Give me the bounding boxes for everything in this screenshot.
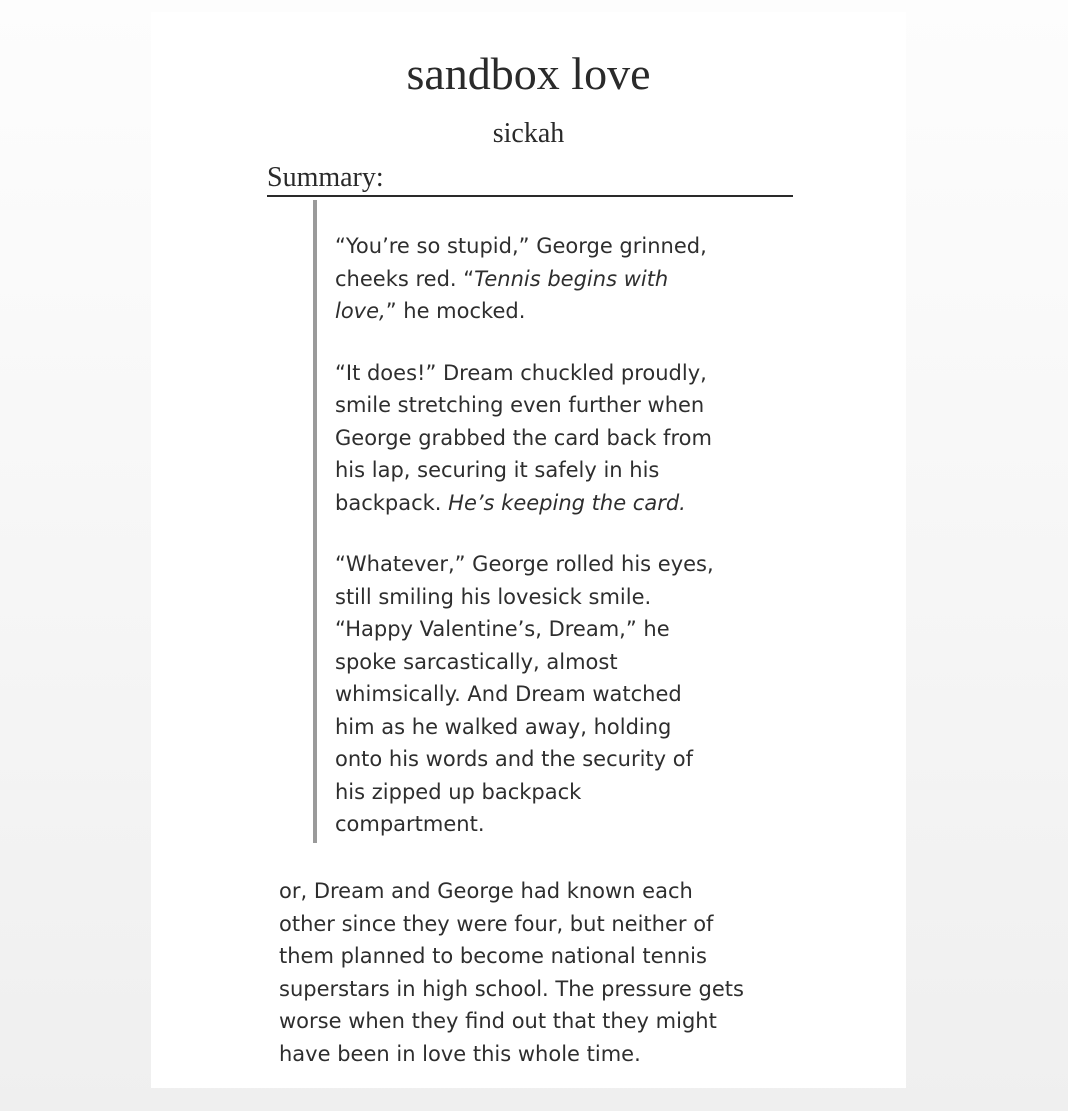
quote-text: cheeks red. “: [335, 266, 475, 291]
blockquote-content: [335, 230, 735, 870]
quote-line: “It does!” Dream chuckled proudly,: [335, 360, 707, 385]
quote-line: “You’re so stupid,” George grinned,: [335, 234, 707, 258]
quote-italic-text: Tennis begins with: [474, 266, 669, 291]
quote-italic-text: love,: [335, 299, 386, 323]
quote-line: whimsically. And Dream watched: [335, 682, 682, 706]
outro-line: them planned to become national tennis: [279, 944, 707, 968]
quote-line: his lap, securing it safely in his: [335, 458, 660, 482]
work-page: [151, 12, 906, 1088]
outro-line: other since they were four, but neither of: [279, 911, 714, 936]
outro-line: worse when they find out that they might: [279, 1009, 717, 1033]
quote-italic-text: He’s keeping the card.: [448, 490, 686, 515]
quote-line: [335, 295, 735, 328]
work-author: sickah: [492, 118, 565, 149]
quote-line: smile stretching even further when: [335, 393, 705, 417]
quote-line: George grabbed the card back from: [335, 425, 712, 450]
quote-line: [335, 263, 735, 296]
summary-outro: [279, 875, 799, 1070]
quote-line: him as he walked away, holding: [335, 714, 672, 739]
quote-line: still smiling his lovesick smile.: [335, 584, 652, 609]
quote-line: compartment.: [335, 812, 485, 836]
quote-line: spoke sarcastically, almost: [335, 649, 618, 674]
quote-text: ” he mocked.: [385, 299, 526, 323]
quote-paragraph-1: [335, 230, 735, 328]
quote-line: onto his words and the security of: [335, 747, 693, 771]
quote-line: [335, 487, 735, 520]
quote-paragraph-2: [335, 357, 735, 520]
quote-line: “Whatever,” George rolled his eyes,: [335, 552, 714, 576]
quote-text: backpack.: [335, 490, 449, 515]
work-title: sandbox love: [406, 48, 651, 99]
outro-line: superstars in high school. The pressure gets: [279, 976, 744, 1001]
summary-heading: Summary:: [267, 162, 793, 197]
summary-blockquote: [313, 200, 739, 843]
outro-line: or, Dream and George had known each: [279, 879, 693, 903]
quote-paragraph-3: [335, 548, 735, 841]
quote-line: “Happy Valentine’s, Dream,” he: [335, 617, 670, 641]
quote-line: his zipped up backpack: [335, 779, 582, 804]
outro-line: have been in love this whole time.: [279, 1041, 641, 1066]
